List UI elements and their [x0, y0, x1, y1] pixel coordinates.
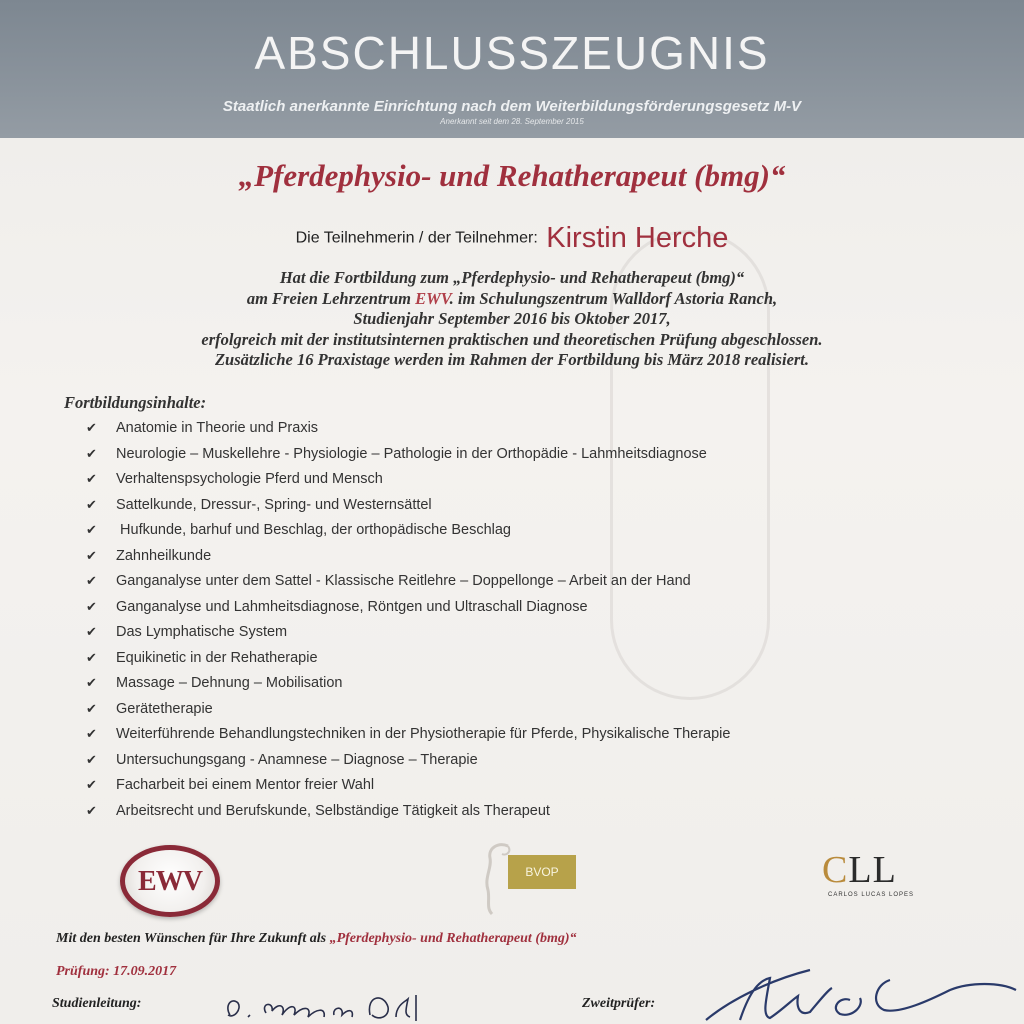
checkmark-icon: ✔ [86, 777, 97, 792]
completion-description [0, 268, 1024, 371]
list-item-text: Gerätetherapie [116, 700, 213, 717]
list-item [86, 568, 1016, 594]
checkmark-icon: ✔ [86, 547, 97, 563]
list-item-text: Massage – Dehnung – Mobilisation [116, 675, 343, 691]
list-item [86, 696, 1016, 722]
checkmark-icon: ✔ [86, 751, 97, 767]
list-item [86, 772, 1016, 798]
description-line: erfolgreich mit der institutsinternen praktischen und theoretischen Prüfung abgeschlossen. [201, 329, 823, 349]
ewv-text: EWV [415, 288, 450, 308]
list-item [86, 466, 1016, 492]
list-item-text: Zahnheilkunde [116, 547, 212, 564]
description-line: Hat die Fortbildung zum „Pferdephysio- und Rehatherapeut (bmg)“ [279, 268, 745, 287]
checkmark-icon: ✔ [86, 471, 97, 486]
description-line: Zusätzliche 16 Praxistage werden im Rahmen der Fortbildung bis März 2018 realisiert. [214, 350, 810, 369]
header-banner [0, 0, 1024, 138]
list-item-text: Neurologie – Muskellehre - Physiologie – Pathologie in der Orthopädie - Lahmheitsdiagnose [116, 445, 707, 462]
list-item-text: Das Lymphatische System [116, 624, 288, 640]
second-examiner-signature [700, 960, 1020, 1024]
list-item [86, 721, 1016, 747]
checkmark-icon: ✔ [86, 649, 97, 665]
list-item-text: Sattelkunde, Dressur-, Spring- und Westernsättel [116, 496, 432, 513]
checkmark-icon: ✔ [86, 802, 97, 818]
list-item [86, 619, 1016, 645]
list-item-text: Verhaltenspsychologie Pferd und Mensch [116, 471, 383, 487]
accreditation-line: Staatlich anerkannte Einrichtung nach dem Weiterbildungsförderungsgesetz M-V [222, 98, 802, 115]
certificate-title: ABSCHLUSSZEUGNIS [254, 27, 770, 79]
list-item [86, 645, 1016, 671]
list-item-text: Arbeitsrecht und Berufskunde, Selbständige Tätigkeit als Therapeut [116, 802, 550, 819]
list-item-text: Equikinetic in der Rehatherapie [116, 649, 318, 666]
list-item [86, 670, 1016, 696]
list-item [86, 594, 1016, 620]
list-item [86, 798, 1016, 824]
study-lead-label: Studienleitung: [52, 996, 142, 1011]
description-line: am Freien Lehrzentrum EWV. im Schulungszentrum Walldorf Astoria Ranch, [246, 288, 778, 308]
second-examiner-label: Zweitprüfer: [582, 996, 656, 1011]
list-item-text: Facharbeit bei einem Mentor freier Wahl [116, 777, 375, 793]
participant-label: Die Teilnehmerin / der Teilnehmer: [295, 229, 538, 247]
checkmark-icon: ✔ [86, 675, 97, 690]
checkmark-icon: ✔ [86, 496, 97, 512]
checkmark-icon: ✔ [86, 573, 97, 588]
list-item-text: Weiterführende Behandlungstechniken in der Physiotherapie für Pferde, Physikalische Therapie [116, 726, 731, 742]
cll-logo-subtitle: CARLOS LUCAS LOPES [828, 892, 915, 898]
list-item-text: Hufkunde, barhuf und Beschlag, der orthopädische Beschlag [116, 522, 511, 538]
list-item [86, 747, 1016, 773]
bvop-logo: BVOP [508, 855, 576, 889]
checkmark-icon: ✔ [86, 700, 97, 716]
checkmark-icon: ✔ [86, 420, 97, 435]
list-item [86, 517, 1016, 543]
list-item-text: Anatomie in Theorie und Praxis [116, 420, 319, 436]
recognition-date: Anerkannt seit dem 28. September 2015 [440, 117, 584, 126]
description-line: Studienjahr September 2016 bis Oktober 2017, [353, 309, 671, 328]
checkmark-icon: ✔ [86, 624, 97, 639]
list-item [86, 441, 1016, 467]
list-item-text: Ganganalyse und Lahmheitsdiagnose, Röntgen und Ultraschall Diagnose [116, 598, 588, 615]
checkmark-icon: ✔ [86, 445, 97, 461]
participant-line [0, 222, 1024, 255]
list-item-text: Untersuchungsgang - Anamnese – Diagnose – Therapie [116, 751, 478, 768]
exam-date: Prüfung: 17.09.2017 [56, 964, 177, 979]
list-item [86, 415, 1016, 441]
contents-list [86, 415, 1016, 823]
checkmark-icon: ✔ [86, 598, 97, 614]
checkmark-icon: ✔ [86, 522, 97, 537]
cll-logo [822, 848, 942, 908]
participant-name: Kirstin Herche [546, 222, 729, 254]
list-item [86, 543, 1016, 569]
course-title: „Pferdephysio- und Rehatherapeut (bmg)“ [238, 158, 786, 193]
contents-heading: Fortbildungsinhalte: [64, 393, 207, 412]
ewv-logo [120, 845, 220, 917]
list-item-text: Ganganalyse unter dem Sattel - Klassische Reitlehre – Doppellonge – Arbeit an der Hand [116, 573, 691, 589]
closing-wishes: Mit den besten Wünschen für Ihre Zukunft als „Pferdephysio- und Rehatherapeut (bmg)“ [56, 931, 577, 946]
wishes-course-title: „Pferdephysio- und Rehatherapeut (bmg)“ [329, 931, 577, 946]
cll-logo-mark: CLL [822, 849, 897, 891]
study-lead-signature [220, 985, 480, 1024]
ewv-logo-text: EWV [138, 866, 202, 897]
checkmark-icon: ✔ [86, 726, 97, 741]
list-item [86, 492, 1016, 518]
